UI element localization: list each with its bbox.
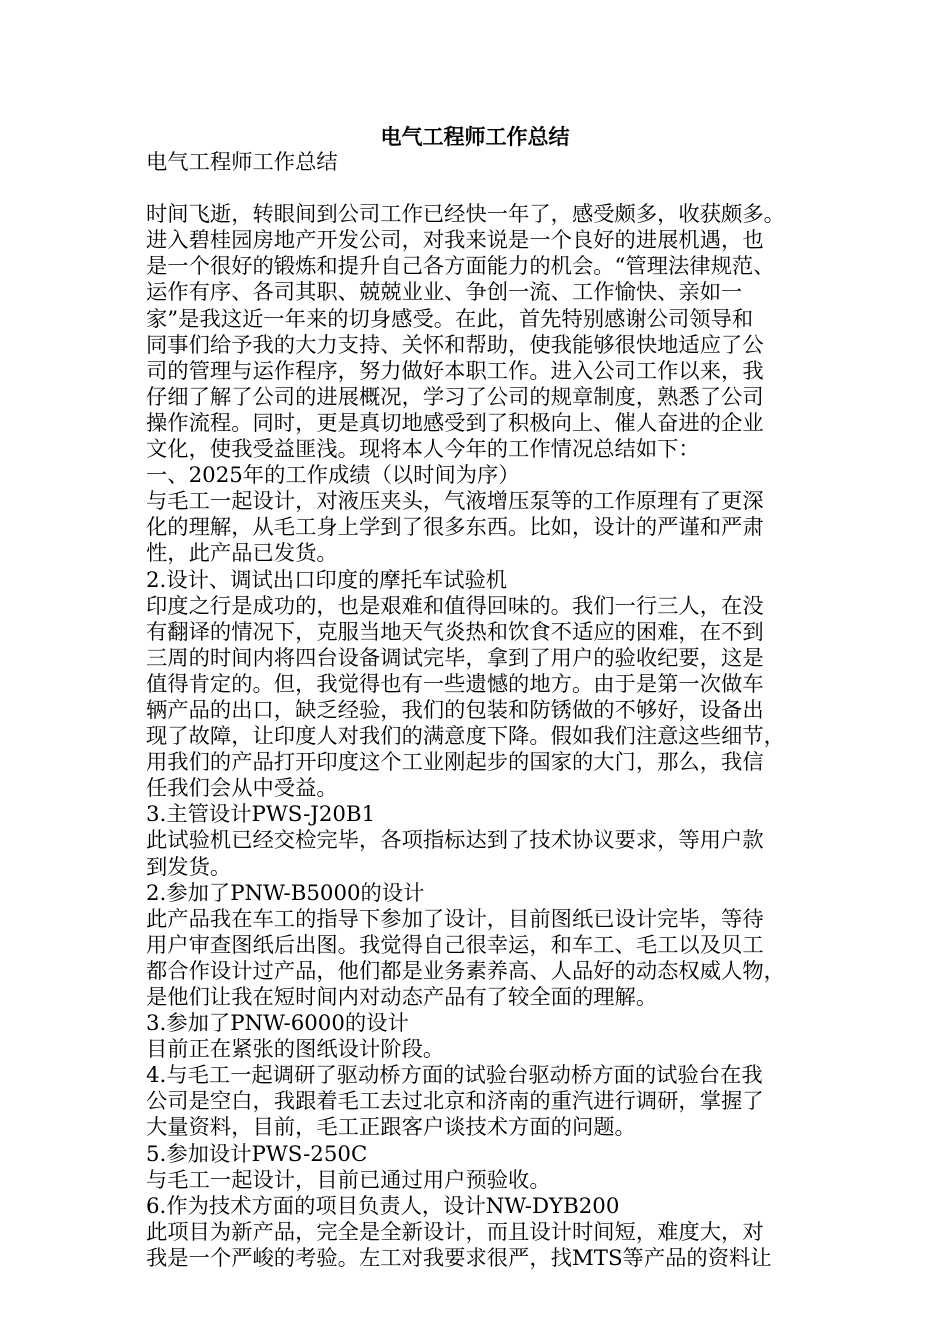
body-line: 有翻译的情况下，克服当地天气炎热和饮食不适应的困难，在不到	[146, 619, 764, 645]
body-line: 用户审查图纸后出图。我觉得自己很幸运，和车工、毛工以及贝工	[146, 932, 764, 958]
body-line: 3.参加了PNW-6000的设计	[146, 1011, 409, 1037]
body-line: 化的理解，从毛工身上学到了很多东西。比如，设计的严谨和严肃	[146, 515, 764, 541]
body-line: 3.主管设计PWS-J20B1	[146, 802, 376, 828]
body-line: 此产品我在车工的指导下参加了设计，目前图纸已设计完毕，等待	[146, 906, 764, 932]
body-line: 目前正在紧张的图纸设计阶段。	[146, 1037, 445, 1063]
body-line: 操作流程。同时，更是真切地感受到了积极向上、催人奋进的企业	[146, 410, 764, 436]
body-line: 我是一个严峻的考验。左工对我要求很严，找MTS等产品的资料让	[146, 1245, 772, 1271]
blank-line	[146, 176, 801, 202]
body-line: 大量资料，目前，毛工正跟客户谈技术方面的问题。	[146, 1115, 636, 1141]
body-line: 到发货。	[146, 854, 232, 880]
body-line: 现了故障，让印度人对我们的满意度下降。假如我们注意这些细节，	[146, 724, 785, 750]
body-line: 印度之行是成功的，也是艰难和值得回味的。我们一行三人，在没	[146, 593, 764, 619]
body-line: 都合作设计过产品，他们都是业务素养高、人品好的动态权威人物，	[146, 958, 785, 984]
body-line: 进入碧桂园房地产开发公司，对我来说是一个良好的进展机遇，也	[146, 228, 764, 254]
body-line: 文化，使我受益匪浅。现将本人今年的工作情况总结如下：	[146, 437, 700, 463]
body-line: 是一个很好的锻炼和提升自己各方面能力的机会。“管理法律规范、	[146, 254, 775, 280]
document-subtitle: 电气工程师工作总结	[146, 150, 338, 175]
body-line: 与毛工一起设计，对液压夹头，气液增压泵等的工作原理有了更深	[146, 489, 764, 515]
document-body	[146, 150, 801, 1272]
body-line: 性，此产品已发货。	[146, 541, 338, 567]
body-line: 司的管理与运作程序，努力做好本职工作。进入公司工作以来，我	[146, 358, 764, 384]
body-line: 辆产品的出口，缺乏经验，我们的包装和防锈做的不够好，设备出	[146, 697, 764, 723]
body-line: 2.设计、调试出口印度的摩托车试验机	[146, 567, 508, 593]
body-line: 公司是空白，我跟着毛工去过北京和济南的重汽进行调研，掌握了	[146, 1089, 764, 1115]
body-line: 运作有序、各司其职、兢兢业业、争创一流、工作愉快、亲如一	[146, 280, 743, 306]
body-line: 任我们会从中受益。	[146, 776, 338, 802]
body-line: 4.与毛工一起调研了驱动桥方面的试验台驱动桥方面的试验台在我	[146, 1063, 763, 1089]
body-line: 时间飞逝，转眼间到公司工作已经快一年了，感受颇多，收获颇多。	[146, 202, 785, 228]
body-line: 5.参加设计PWS-250C	[146, 1141, 368, 1167]
body-line: 2.参加了PNW-B5000的设计	[146, 880, 425, 906]
body-line: 6.作为技术方面的项目负责人，设计NW-DYB200	[146, 1193, 620, 1219]
document-title: 电气工程师工作总结	[380, 125, 570, 149]
body-line: 三周的时间内将四台设备调试完毕，拿到了用户的验收纪要，这是	[146, 645, 764, 671]
body-line: 此项目为新产品，完全是全新设计，而且设计时间短，难度大，对	[146, 1219, 764, 1245]
body-line: 仔细了解了公司的进展概况，学习了公司的规章制度，熟悉了公司	[146, 384, 764, 410]
body-line: 是他们让我在短时间内对动态产品有了较全面的理解。	[146, 985, 658, 1010]
body-line: 值得肯定的。但，我觉得也有一些遗憾的地方。由于是第一次做车	[146, 671, 764, 697]
body-line: 用我们的产品打开印度这个工业刚起步的国家的大门，那么，我信	[146, 750, 764, 776]
body-line: 此试验机已经交检完毕，各项指标达到了技术协议要求，等用户款	[146, 828, 764, 854]
body-line: 与毛工一起设计，目前已通过用户预验收。	[146, 1167, 551, 1193]
body-line: 一、2025年的工作成绩（以时间为序）	[146, 463, 520, 489]
body-line: 家”是我这近一年来的切身感受。在此，首先特别感谢公司领导和	[146, 306, 754, 332]
body-line: 同事们给予我的大力支持、关怀和帮助，使我能够很快地适应了公	[146, 332, 764, 358]
